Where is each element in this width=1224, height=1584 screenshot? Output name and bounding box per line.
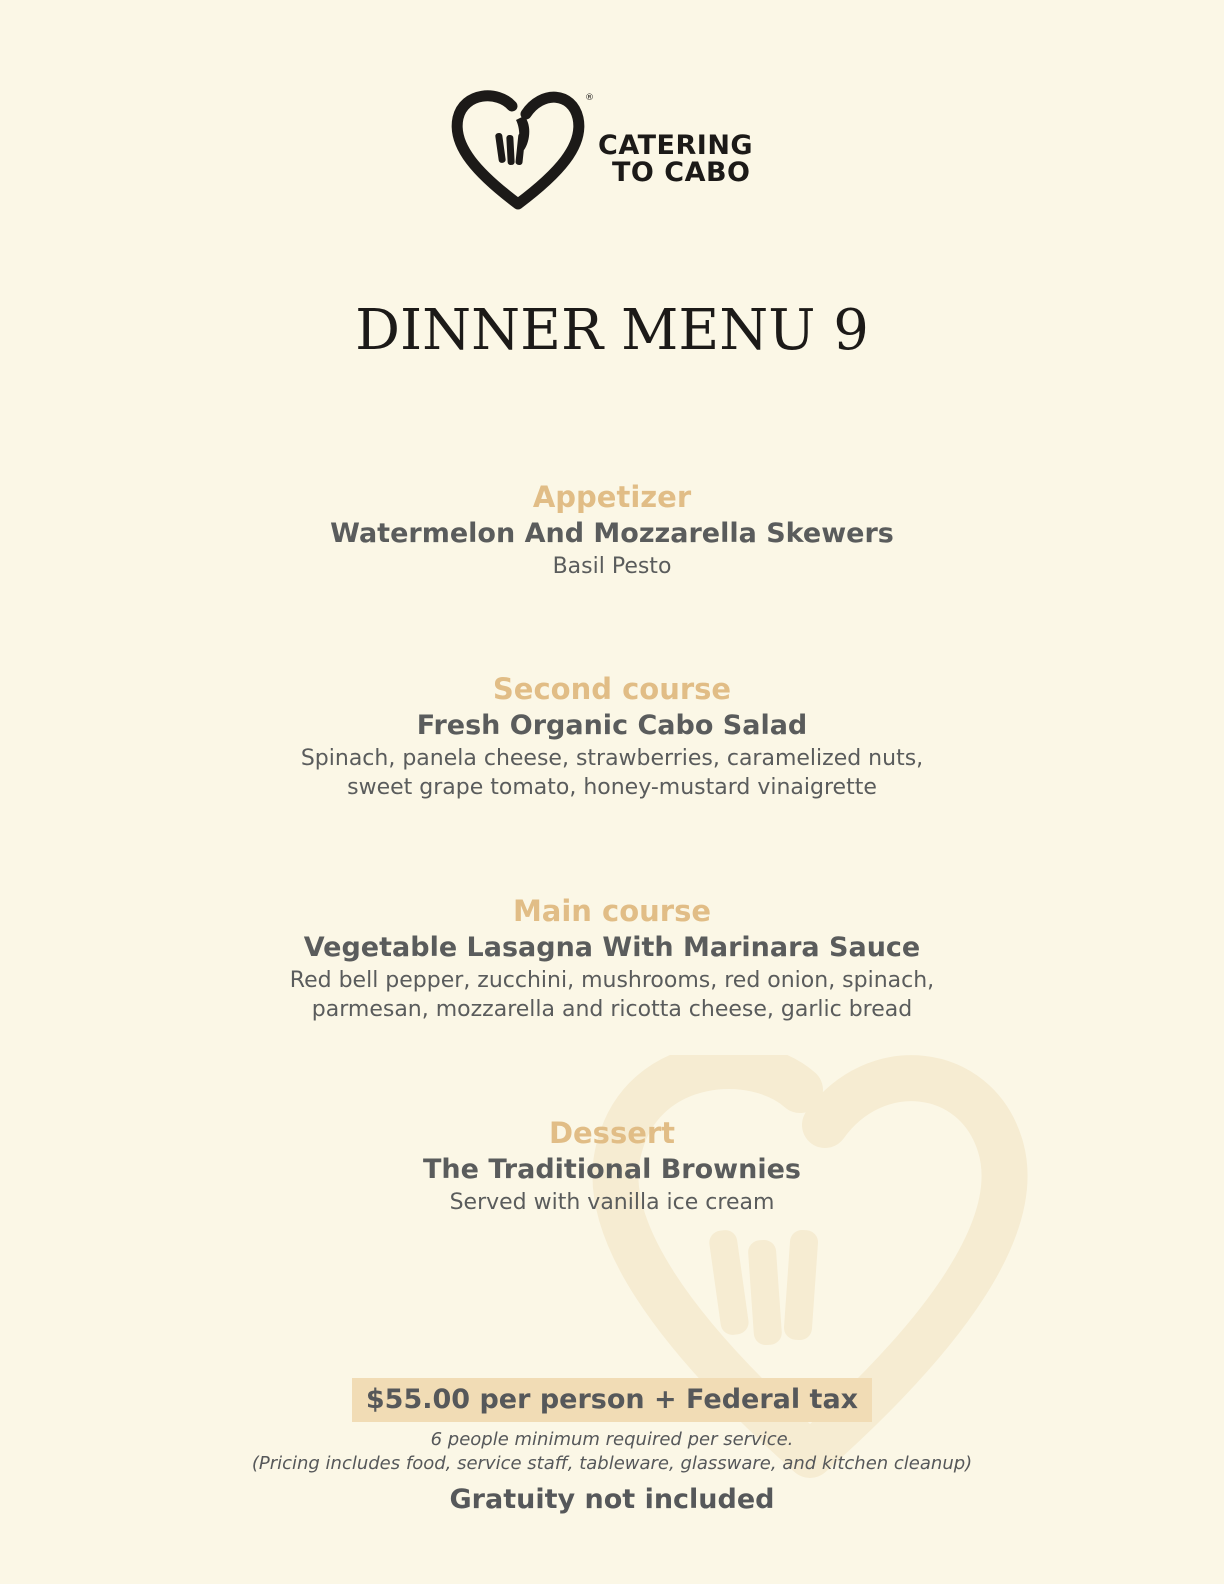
dish-description-line-2: parmesan, mozzarella and ricotta cheese, garlic bread	[311, 997, 913, 1022]
dish-description: Basil Pesto	[552, 554, 672, 579]
brand-name	[598, 132, 753, 186]
dish-name: Watermelon And Mozzarella Skewers	[330, 518, 894, 549]
brand-line-2: TO CABO	[612, 157, 751, 188]
course-label: Main course	[512, 894, 712, 928]
minimum-note: 6 people minimum required per service.	[430, 1429, 794, 1450]
dish-name: Vegetable Lasagna With Marinara Sauce	[303, 932, 921, 963]
pricing-includes-note: (Pricing includes food, service staff, tableware, glassware, and kitchen cleanup)	[251, 1453, 973, 1474]
course-label: Second course	[492, 672, 732, 706]
course-label: Appetizer	[532, 480, 692, 514]
brand-line-1: CATERING	[598, 130, 754, 161]
dish-name: Fresh Organic Cabo Salad	[416, 710, 808, 741]
dish-description-line-1: Spinach, panela cheese, strawberries, caramelized nuts,	[300, 746, 924, 771]
course-dessert	[0, 1114, 1224, 1217]
page-title: DINNER MENU 9	[355, 298, 869, 363]
course-label: Dessert	[548, 1116, 676, 1150]
dish-name: The Traditional Brownies	[423, 1154, 801, 1185]
dish-description-line-2: sweet grape tomato, honey-mustard vinaigrette	[347, 775, 877, 800]
course-appetizer	[0, 478, 1224, 581]
course-main	[0, 892, 1224, 1024]
dish-description: Served with vanilla ice cream	[449, 1190, 775, 1215]
course-second	[0, 670, 1224, 802]
gratuity-note: Gratuity not included	[449, 1484, 775, 1515]
price-banner	[0, 1378, 1224, 1422]
registered-mark: ®	[585, 93, 594, 103]
price-text: $55.00 per person + Federal tax	[352, 1378, 872, 1422]
dish-description-line-1: Red bell pepper, zucchini, mushrooms, red onion, spinach,	[289, 968, 935, 993]
brand-logo	[450, 88, 770, 213]
heart-fork-icon	[450, 88, 590, 213]
